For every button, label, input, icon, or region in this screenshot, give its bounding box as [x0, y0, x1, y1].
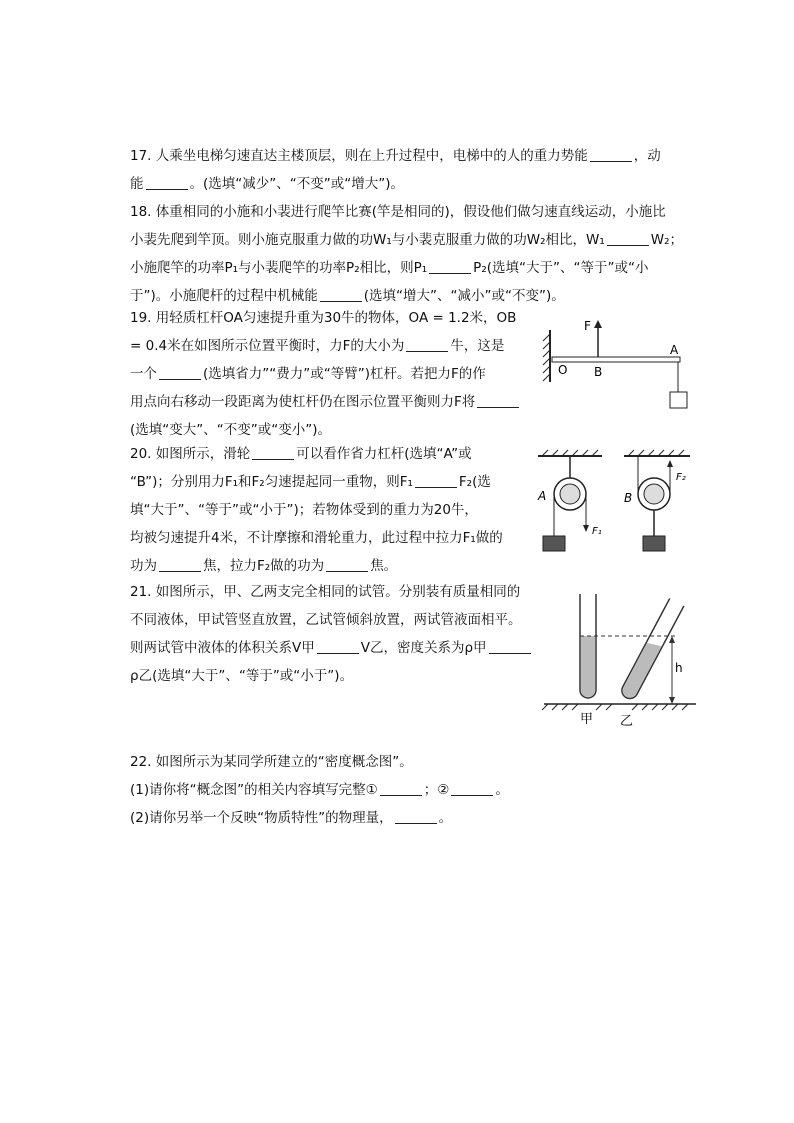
label-F: F — [584, 319, 591, 333]
q20-line5-end: 焦。 — [370, 558, 398, 574]
q21-line3-end: V乙，密度关系为ρ甲 — [360, 640, 487, 656]
q18-blank-2[interactable] — [429, 257, 471, 274]
label-O: O — [558, 363, 568, 377]
q19-line2-end: 牛，这是 — [450, 338, 505, 354]
q19-line4: 用点向右移动一段距离为使杠杆仍在图示位置平衡则力F将 — [130, 394, 476, 410]
pulley-b-inner — [644, 484, 664, 504]
label-pulley-A: A — [538, 489, 547, 503]
lever-diagram — [540, 312, 700, 412]
q20-line5: 功为 — [130, 558, 157, 574]
label-F1: F₁ — [592, 526, 602, 537]
q21-line3: 则两试管中液体的体积关系V甲 — [130, 640, 315, 656]
label-A: A — [670, 343, 679, 357]
q22-blank-1[interactable] — [380, 779, 422, 796]
q21-line1: 21. 如图所示，甲、乙两支完全相同的试管。分别装有质量相同的 — [130, 584, 521, 600]
q17-line1: 17. 人乘坐电梯匀速直达主楼顶层，则在上升过程中，电梯中的人的重力势能 — [130, 148, 588, 164]
pulley-a-weight — [543, 536, 565, 551]
f2-arrow-head — [667, 460, 673, 467]
question-21 — [130, 578, 533, 690]
label-jia: 甲 — [580, 712, 594, 727]
label-pulley-B: B — [624, 491, 633, 505]
tube-jia-liquid — [581, 636, 595, 697]
wall-hatching — [543, 334, 550, 381]
q17-blank-2[interactable] — [146, 173, 188, 190]
q18-blank-3[interactable] — [320, 285, 362, 302]
q22-line2-mid: ；② — [423, 782, 450, 798]
q22-blank-3[interactable] — [395, 807, 437, 824]
q17-line2: 能 — [130, 176, 144, 192]
label-B: B — [594, 365, 603, 379]
q19-line5: (选填“变大”、“不变”或“变小”)。 — [130, 422, 331, 438]
q21-blank-1[interactable] — [317, 637, 359, 654]
q21-blank-2[interactable] — [489, 637, 531, 654]
pulley-b-weight — [643, 536, 665, 551]
h-arrow-top — [669, 636, 675, 643]
q18-line1: 18. 体重相同的小施和小裴进行爬竿比赛(竿是相同的)，假设他们做匀速直线运动，小施比 — [130, 204, 666, 220]
q18-line3: 小施爬竿的功率P₁与小裴爬竿的功率P₂相比，则P₁ — [130, 260, 428, 276]
q20-line2: “B”)；分别用力F₁和F₂匀速提起同一重物，则F₁ — [130, 474, 413, 490]
q22-line1: 22. 如图所示为某同学所建立的“密度概念图”。 — [130, 754, 413, 770]
label-F2: F₂ — [676, 472, 686, 483]
question-20 — [130, 440, 503, 580]
q17-blank-1[interactable] — [590, 145, 632, 162]
q18-line4: 于”)。小施爬杆的过程中机械能 — [130, 288, 318, 304]
h-arrow-bottom — [669, 697, 675, 704]
q18-line2: 小裴先爬到竿顶。则小施克服重力做的功W₁与小裴克服重力做的功W₂相比，W₁ — [130, 232, 605, 248]
pulley-a-inner — [560, 484, 580, 504]
test-tubes-diagram — [540, 590, 700, 730]
question-18 — [130, 198, 683, 310]
tube-yi-liquid — [620, 640, 661, 700]
question-19 — [130, 304, 521, 444]
pulley-diagram — [534, 448, 714, 558]
q19-blank-3[interactable] — [477, 391, 519, 408]
q17-line1-end: ，动 — [633, 148, 661, 164]
q20-blank-4[interactable] — [326, 555, 368, 572]
q20-line1-end: 可以看作省力杠杆(选填“A”或 — [296, 446, 472, 462]
q20-line5-mid: 焦，拉力F₂做的功为 — [203, 558, 325, 574]
q20-line1: 20. 如图所示，滑轮 — [130, 446, 251, 462]
q19-line1: 19. 用轻质杠杆OA匀速提升重为30牛的物体，OA = 1.2米，OB — [130, 310, 517, 326]
q18-line4-end: (选填“增大”、“减小”或“不变”)。 — [363, 288, 565, 304]
q22-line2: (1)请你将“概念图”的相关内容填写完整① — [130, 782, 378, 798]
q21-line2: 不同液体，甲试管竖直放置，乙试管倾斜放置，两试管液面相平。 — [130, 612, 522, 628]
q20-line4: 均被匀速提升4米，不计摩擦和滑轮重力，此过程中拉力F₁做的 — [130, 530, 503, 546]
q19-line3-end: (选填省力”“费力”或“等臂”)杠杆。若把力F的作 — [203, 366, 486, 382]
q22-line3: (2)请你另举一个反映“物质特性”的物理量， — [130, 810, 393, 826]
q21-line4: ρ乙(选填“大于”、“等于”或“小于”)。 — [130, 668, 354, 684]
q19-line3: 一个 — [130, 366, 157, 382]
tube-yi-group — [619, 598, 684, 701]
q20-line2-end: F₂(选 — [458, 474, 491, 490]
q18-blank-1[interactable] — [607, 229, 649, 246]
f1-arrow-head — [583, 525, 589, 532]
q19-blank-1[interactable] — [406, 335, 448, 352]
label-h: h — [675, 661, 683, 675]
q20-line3: 填“大于”、“等于”或“小于”)；若物体受到的重力为20牛， — [130, 502, 478, 518]
lever-bar — [552, 357, 680, 362]
q22-line2-end: 。 — [495, 782, 509, 798]
q20-blank-3[interactable] — [159, 555, 201, 572]
question-22 — [130, 748, 509, 832]
q20-blank-2[interactable] — [415, 471, 457, 488]
q22-blank-2[interactable] — [451, 779, 493, 796]
weight-block — [670, 392, 687, 408]
ground-hatching — [542, 704, 688, 710]
label-yi: 乙 — [620, 714, 634, 729]
q18-line3-end: P₂(选填“大于”、“等于”或“小 — [473, 260, 649, 276]
question-17 — [130, 142, 661, 198]
q19-line2: = 0.4米在如图所示位置平衡时，力F的大小为 — [130, 338, 405, 354]
q19-blank-2[interactable] — [159, 363, 201, 380]
force-arrow-head — [594, 320, 602, 328]
q20-blank-1[interactable] — [252, 443, 294, 460]
q18-line2-end: W₂； — [650, 232, 684, 248]
q22-line3-end: 。 — [438, 810, 453, 826]
q17-line2-end: 。(选填“减少”、“不变”或“增大”)。 — [189, 176, 404, 192]
